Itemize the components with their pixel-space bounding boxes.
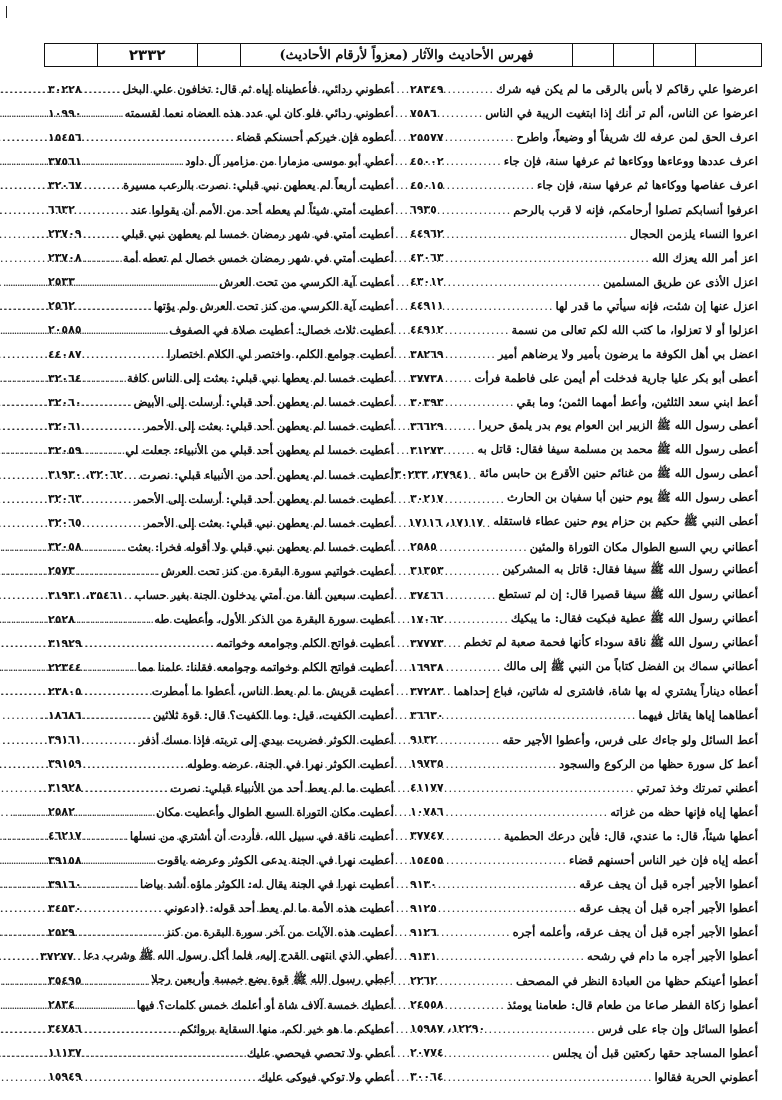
- hadith-number: ٣٧٧٣٨: [410, 371, 444, 385]
- dot-leader: [446, 684, 452, 698]
- entry-text: أعطيت خمسا لم يعطهن أحد من الأنبياء قبلي: نصرت: [139, 467, 394, 482]
- index-entry: [410, 246, 758, 270]
- hadith-number: ٢٠٥٨٥: [48, 323, 82, 337]
- hadith-number: ١٦٩٣٨: [410, 660, 444, 674]
- entry-text: أعطيت خمسا لم يعطهن أحد قبلي: بعثت إلى الأحمر: [144, 419, 394, 434]
- hadith-number: ٣٧٧٤٧: [410, 829, 444, 843]
- index-entry: [410, 270, 758, 294]
- hadith-number: ٣٧٥٦١: [48, 154, 82, 168]
- entry-text: أعطيت خمسا لم يعطهن أحد قبلي: أرسلت إلى الأحمر: [134, 491, 394, 506]
- dot-leader: [446, 275, 602, 289]
- dot-leader: [446, 178, 535, 192]
- header-cell: [572, 44, 614, 66]
- entry-text: أعطي ولا توكي فيوكى عليك: [258, 1069, 394, 1084]
- entry-text: أعطيت خواتيم سورة البقرة من كنز تحت العرش: [160, 563, 394, 578]
- dot-leader: [446, 757, 558, 771]
- dot-leader: [439, 974, 514, 988]
- hadith-number: ٣٩١٥٨: [48, 853, 82, 867]
- index-entry: [410, 222, 758, 246]
- hadith-number: ٤٦٢١٧: [48, 829, 82, 843]
- entry-text: اعروا النساء يلزمن الحجال: [629, 226, 758, 241]
- index-entry: [410, 944, 758, 968]
- header-title: فهرس الأحاديث والآثار (معزواً لأرقام الأحاديث): [240, 44, 571, 66]
- entry-text: أعطى أبو بكر عليا جارية فدخلت أم أيمن على فاطمة فرأت: [474, 371, 758, 386]
- header-cell: [45, 44, 97, 66]
- hadith-number: ٩١٣٠: [410, 877, 437, 891]
- dot-leader: [446, 419, 477, 433]
- index-entry: [410, 968, 758, 992]
- dot-leader: [446, 347, 496, 361]
- index-entry: [410, 1017, 758, 1041]
- dot-leader: [446, 636, 462, 650]
- dot-leader: [446, 371, 473, 385]
- hadith-number: ٣٠٢٢٨: [48, 82, 82, 96]
- entry-text: أعطى رسول الله ﷺ يوم حنين أبا سفيان بن الحارث: [507, 490, 758, 505]
- hadith-number: ٢٨٣٤٩: [410, 82, 444, 96]
- hadith-number: ١٠٧٨٦: [410, 805, 444, 819]
- entry-text: اعزل عنها إن شئت، فإنه سيأتي ما قدر لها: [555, 298, 758, 313]
- entry-text: أعطيت الكوثر نهرا في الجنة، عرضه وطوله: [187, 756, 394, 771]
- hadith-number: ٣٧٧٧٣: [410, 636, 444, 650]
- index-columns: [40, 77, 760, 1089]
- entry-text: أعطيت أمتي شيئاً لم يعطه أحد من الأمم أن يقولوا عند: [131, 202, 394, 217]
- hadith-number: ٢٥٨٥: [410, 540, 437, 554]
- entry-text: أعطوا زكاة الفطر صاعا من طعام قال: طعامنا يومئذ: [506, 997, 758, 1012]
- entry-text: أعطيت ما لم يعط أحد من الأنبياء قبلي: نصرت: [170, 780, 394, 795]
- dot-leader: [439, 901, 577, 915]
- right-column: [394, 77, 760, 1089]
- hadith-number: ٤٤٠٨٧: [48, 347, 82, 361]
- entry-text: أعطيت خمسا لم يعطها نبي قبلي: بعثت إلى الناس كافة: [127, 371, 394, 386]
- entry-text: أعطاني رسول الله ﷺ عطية فبكيت فقال: ما يبكيك: [510, 610, 758, 625]
- hadith-number: ٣٤٧٨٦: [48, 1022, 82, 1036]
- hadith-number: ٣٠٢١٧: [410, 492, 444, 506]
- dot-leader: [446, 323, 510, 337]
- hadith-number: ٣٢٠٥٩: [48, 443, 82, 457]
- entry-text: أعطوا الأجير أجره قبل أن يجف عرقه، وأعلمه أجره: [512, 925, 758, 940]
- entry-text: أعطيت خمسا لم يعطهن نبي قبلي: بعثت إلى الأحمر: [144, 515, 394, 530]
- hadith-number: ٣٢٠٦٥: [48, 516, 82, 530]
- index-entry: [410, 776, 758, 800]
- hadith-number: ٣٢٠٦٧: [48, 178, 82, 192]
- index-entry: [410, 77, 758, 101]
- entry-text: أعطيت نهرا في الجنة يدعى الكوثر وعرضه ياقوت: [156, 853, 394, 868]
- dot-leader: [439, 877, 577, 891]
- hadith-number: ٣٤٥٣٠: [48, 901, 82, 915]
- entry-text: أعطيت أمتي في شهر رمضان خمسا لم يعطهن نبي قبلي: [121, 226, 394, 241]
- entry-text: أعطيكم ما هو خير لكم، منها السقاية بروائكم: [179, 1021, 394, 1036]
- hadith-number: ١٧٠٦٢: [410, 612, 444, 626]
- hadith-number: ٣٧٢٨٣: [410, 684, 444, 698]
- hadith-number: ٢٨٣٤: [48, 998, 75, 1012]
- hadith-number: ٣٦٦٢٩: [410, 419, 444, 433]
- dot-leader: [446, 853, 567, 867]
- hadith-number: ٩١٢٥: [410, 901, 437, 915]
- entry-text: أعطيت هذه الأمة ما لم يعط أحد قوله: ﴿ادعوني: [164, 901, 394, 916]
- entry-text: أعطوا الأجير أجره قبل أن يجف عرقه: [579, 877, 758, 892]
- dot-leader: [471, 468, 477, 482]
- entry-text: أعط السائل ولو جاءك على فرس، وأعطوا الأجير حقه: [502, 732, 758, 747]
- entry-text: أعطوا المساجد حقها ركعتين قبل أن يجلس: [552, 1045, 758, 1060]
- entry-text: أعطاني ربي السبع الطوال مكان التوراة والمئين: [529, 539, 758, 554]
- dot-leader: [446, 564, 501, 578]
- hadith-number: ١٧١١٧، ١٧١١٦: [408, 516, 484, 530]
- header-cell: [613, 44, 653, 66]
- hadith-number: ١٥٤٥٥: [410, 853, 444, 867]
- page-header: [44, 43, 762, 67]
- hadith-number: ٣٩١٥٩: [48, 757, 82, 771]
- index-entry: [410, 318, 758, 342]
- hadith-number: ٤١١٧٧: [410, 781, 444, 795]
- hadith-number: ٩١٣١: [410, 949, 437, 963]
- entry-text: اعرفوا أنسابكم تصلوا أرحامكم، فإنه لا قرب بالرحم: [513, 202, 758, 217]
- entry-text: أعطي ولا تحصي فيحصي عليك: [246, 1045, 394, 1060]
- dot-leader: [446, 1070, 653, 1084]
- hadith-number: ٣٥٤٩٥: [48, 974, 82, 988]
- entry-text: أعطوا السائل وإن جاء على فرس: [597, 1021, 758, 1036]
- index-entry: [410, 294, 758, 318]
- dot-leader: [446, 299, 554, 313]
- dot-leader: [446, 708, 637, 722]
- hadith-number: ٤٣٠١٢: [410, 275, 444, 289]
- index-entry: [410, 920, 758, 944]
- entry-text: أعطيت خمسا لم يعطهن نبي قبلي ولا أقوله فخرا: بعثت: [127, 539, 394, 554]
- hadith-number: ٤٥٠١٥: [410, 178, 444, 192]
- dot-leader: [446, 998, 505, 1012]
- entry-text: أعطى رسول الله ﷺ من غنائم حنين الأقرع بن حابس مائة: [479, 466, 758, 481]
- dot-leader: [487, 1022, 595, 1036]
- index-entry: [410, 366, 758, 390]
- entry-text: أعطيت نهرا في الجنة يقال له: الكوثر ماؤه أشد بياضا: [139, 877, 394, 892]
- index-entry: [410, 655, 758, 679]
- entry-text: أعطيت فواتح الكلم وخواتمه وجوامعه فقلنا: علمنا مما: [137, 660, 394, 675]
- entry-text: أعطاهما إياها يقاتل فيهما: [638, 708, 758, 723]
- entry-text: أعطه إياه فإن خير الناس أحسنهم قضاء: [568, 853, 758, 868]
- dot-leader: [446, 154, 502, 168]
- hadith-number: ٢٣٨٠٥: [48, 684, 82, 698]
- index-entry: [410, 872, 758, 896]
- entry-text: أعطيت ناقة في سبيل الله، فأردت أن أشتري من نسلها: [129, 828, 394, 843]
- hadith-number: ٣٢٠٥٨: [48, 540, 82, 554]
- entry-text: أعطوا أعينكم حظها من العبادة النظر في المصحف: [516, 973, 758, 988]
- index-entry: [410, 173, 758, 197]
- entry-text: أعطيت آية الكرسي من تحت العرش: [219, 274, 394, 289]
- dot-leader: [446, 130, 515, 144]
- hadith-number: ٣٧٩٤١، ٣٠٢٣٣: [394, 468, 470, 482]
- dot-leader: [446, 781, 635, 795]
- entry-text: أعطاني رسول الله ﷺ ناقة سوداء كأنها فحمة صعبة لم تخطم: [463, 634, 758, 649]
- entry-text: أعطيت أمتي في شهر رمضان خمس خصال لم تعطه أمة: [122, 250, 394, 265]
- entry-text: أعطوه فإن خيركم أحسنكم قضاء: [236, 130, 394, 145]
- header-cell: [197, 44, 241, 66]
- entry-text: أعطيك خمسة آلاف شاة أو أعلمك خمس كلمات؟ فيها: [136, 997, 394, 1012]
- index-entry: [410, 896, 758, 920]
- entry-text: أعط كل سورة حظها من الركوع والسجود: [559, 756, 758, 771]
- entry-text: أعطيت خمسا لم يعطهن أحد قبلي: أرسلت إلى الأبيض: [133, 395, 394, 410]
- entry-text: أعطيت قريش ما لم يعط الناس، أعطوا ما أمطرت: [151, 684, 394, 699]
- entry-text: أعطني تمرتك وخذ تمرتي: [636, 780, 758, 795]
- entry-text: اعرف عفاصها ووكاءها ثم عرفها سنة، فإن جاء: [537, 178, 758, 193]
- hadith-number: ٤٤٩١٢: [410, 323, 444, 337]
- index-entry: [410, 1065, 758, 1089]
- margin-mark: [6, 6, 7, 18]
- hadith-number: ٣١٩٢٩: [48, 636, 82, 650]
- hadith-number: ٣٢٠٦٠: [48, 395, 82, 409]
- dot-leader: [439, 949, 585, 963]
- entry-text: أعطاني سماك بن الفضل كتاباً من النبي ﷺ إلى مالك: [503, 658, 758, 673]
- index-entry: [410, 535, 758, 559]
- hadith-number: ٤٥٠٠٢: [410, 154, 444, 168]
- entry-text: اعرف الحق لمن عرفه لك شريفاً أو وضيعاً، واطرح: [516, 130, 758, 145]
- entry-text: أعطيت ثلاث خصال: أعطيت صلاة في الصفوف: [169, 322, 394, 337]
- entry-text: أعطاني رسول الله ﷺ سيفا قصيرا قال: إن لم تستطع: [498, 586, 758, 601]
- hadith-number: ٢٤٥٥٨: [410, 998, 444, 1012]
- entry-text: اعرضوا عن الناس، ألم تر أنك إذا ابتغيت الريبة في الناس: [485, 106, 758, 121]
- index-entry: [410, 703, 758, 727]
- entry-text: أعطيت الكفيت، قيل: وما الكفيت؟ قال: قوة ثلاثين: [152, 708, 394, 723]
- dot-leader: [446, 588, 497, 602]
- dot-leader: [446, 492, 505, 506]
- index-entry: [410, 414, 758, 438]
- hadith-number: ٣٩١٦٠: [48, 877, 82, 891]
- entry-text: أعطوني ردائي، فأعطيناه إياه ثم قال: تخافون علي البخل: [122, 82, 394, 97]
- entry-text: أعطها شيئاً، قال: ما عندي، قال: فأين درعك الحطمية: [503, 828, 758, 843]
- hadith-number: ٢٣٧٠٩: [48, 227, 82, 241]
- dot-leader: [446, 251, 650, 265]
- entry-text: اعزل الأذى عن طريق المسلمين: [603, 274, 758, 289]
- entry-text: أعطوني الحربة فقالوا: [654, 1069, 758, 1084]
- entry-text: اعزلوا أو لا تعزلوا، ما كتب الله لكم تعالى من نسمة: [511, 322, 758, 337]
- hadith-number: ٦٦٣٢: [48, 203, 75, 217]
- hadith-number: ٢٥٢٩: [48, 925, 75, 939]
- hadith-number: ٣١٣٥٣: [410, 564, 444, 578]
- index-entry: [410, 390, 758, 414]
- entry-text: أعطيت سبعين ألفا من أمتي يدخلون الجنة بغير حساب: [134, 588, 394, 603]
- hadith-number: ٢٢٦٢: [410, 974, 437, 988]
- dot-leader: [446, 82, 494, 96]
- header-cell: [653, 44, 695, 66]
- hadith-number: ٣١٩٢٨: [48, 781, 82, 795]
- hadith-number: ٢٥٦٢: [48, 299, 75, 313]
- hadith-number: ٣٦٦٣٠: [410, 708, 444, 722]
- entry-text: أعطيت آية الكرسي من كنز تحت العرش ولم يؤتها: [153, 298, 394, 313]
- hadith-number: ٣٠٠٦٤: [410, 1070, 444, 1084]
- index-entry: [410, 511, 758, 535]
- hadith-number: ٣٠٣٩٣: [410, 395, 444, 409]
- index-entry: [410, 197, 758, 221]
- hadith-number: ٢٥٨٢: [48, 805, 75, 819]
- hadith-number: ١٨٦٨٦: [48, 708, 82, 722]
- dot-leader: [446, 395, 515, 409]
- index-entry: [410, 848, 758, 872]
- hadith-number: ١٥٩٤٩: [48, 1070, 82, 1084]
- hadith-number: ٢٠٧٧٤: [410, 1046, 444, 1060]
- hadith-number: ٢٥٧٣: [48, 564, 75, 578]
- hadith-number: ٣٨٢٦٩: [410, 347, 444, 361]
- index-entry: [410, 679, 758, 703]
- entry-text: أعطاني رسول الله ﷺ سيفا فقال: قاتل به المشركين: [502, 562, 758, 577]
- entry-text: اعضل بي أهل الكوفة ما يرضون بأمير ولا يرضاهم أمير: [497, 347, 758, 362]
- entry-text: أعطى رسول الله ﷺ محمد بن مسلمة سيفا فقال: قاتل به: [477, 441, 758, 456]
- index-entry: [394, 463, 758, 487]
- index-entry: [410, 583, 758, 607]
- index-entry: [410, 607, 758, 631]
- hadith-number: ٤٤٩١١: [410, 299, 444, 313]
- hadith-number: ٤٤٩٦٢: [410, 227, 444, 241]
- hadith-number: ٢٢٣٤٤: [48, 660, 82, 674]
- hadith-number: ٣٢٠٦٤: [48, 371, 82, 385]
- entry-text: أعطوني ردائي فلو كان لي عدد هذه العضاه نعما لقسمته: [124, 106, 394, 121]
- index-entry: [410, 559, 758, 583]
- dot-leader: [446, 227, 628, 241]
- entry-text: أعطها إياه فإنها حظه من غزاته: [610, 804, 758, 819]
- index-entry: [410, 438, 758, 462]
- dot-leader: [439, 733, 500, 747]
- entry-text: اعرف عددها ووعاءها ووكاءها ثم عرفها سنة، فإن جاء: [503, 154, 758, 169]
- index-entry: [410, 752, 758, 776]
- hadith-number: ٣١٢٧٣: [410, 443, 444, 457]
- entry-text: أعطيت هذه الآيات من آخر سورة البقرة من كنز: [165, 925, 394, 940]
- hadith-number: ١١١٣٧: [48, 1046, 82, 1060]
- hadith-number: ١٠٩٩٠: [48, 106, 82, 120]
- hadith-number: ١٩٧٣٥: [410, 757, 444, 771]
- entry-text: أعطي رسول الله ﷺ قوة بضع خمسة وأربعين رجلا: [151, 972, 394, 987]
- hadith-number: ٧٥٨٦: [410, 106, 437, 120]
- entry-text: أعطوا الأجير أجره ما دام في رشحه: [587, 949, 758, 964]
- index-entry: [410, 824, 758, 848]
- index-entry: [410, 487, 758, 511]
- entry-text: أعطاه ديناراً يشتري له بها شاة، فاشترى له شاتين، فباع إحداهما: [453, 684, 758, 699]
- dot-leader: [446, 443, 476, 457]
- entry-text: أعطى النبي ﷺ حكيم بن حزام يوم حنين عطاء فاستقله: [493, 514, 758, 529]
- dot-leader: [439, 106, 483, 120]
- hadith-number: ٢٥٣٣: [48, 275, 75, 289]
- index-entry: [410, 101, 758, 125]
- hadith-number: ٣٢٠٦٣: [48, 492, 82, 506]
- entry-text: اعرضوا علي رقاكم لا بأس بالرقى ما لم يكن فيه شرك: [496, 82, 758, 97]
- entry-text: أعطيت سورة البقرة من الذكر الأول، وأعطيت طه: [154, 612, 394, 627]
- dot-leader: [446, 612, 509, 626]
- index-entry: [410, 342, 758, 366]
- index-entry: [410, 728, 758, 752]
- index-entry: [410, 149, 758, 173]
- index-entry: [410, 125, 758, 149]
- hadith-number: ١٢٢٩٠، ١٥٩٨٧: [410, 1022, 486, 1036]
- dot-leader: [446, 660, 502, 674]
- hadith-number: ٤٣٠٦٣: [410, 251, 444, 265]
- entry-text: أعطي الذي انتهى القدح إليه، فلما أكل رسول الله ﷺ وشرب دعا: [83, 947, 394, 962]
- entry-text: أعطى رسول الله ﷺ الزبير ابن العوام يوم بدر يلمق حريرا: [478, 417, 758, 432]
- hadith-number: ٩١٣٢: [410, 733, 437, 747]
- index-entry: [410, 993, 758, 1017]
- hadith-number: ٣٢٠٦١: [48, 419, 82, 433]
- entry-text: أعطيت الكوثر فضربت بيدي إلى تربته فإذا مسك أذفر: [138, 732, 394, 747]
- entry-text: أعط ابني سعد الثلثين، وأعط أمهما الثمن؛ وما بقي: [516, 395, 758, 410]
- hadith-number: ٢٥٢٨: [48, 612, 75, 626]
- hadith-number: ٣٥٤٦١، ٣١٩٣١: [48, 588, 124, 602]
- entry-text: أعطيت فواتح الكلم وجوامعه وخواتمه: [216, 636, 394, 651]
- hadith-number: ٢٣٧٠٨: [48, 251, 82, 265]
- entry-text: أعطيت خمسا لم يعطهن أحد قبلي من الأنبياء: جعلت لي: [125, 443, 394, 458]
- page-number: ٢٣٣٢: [97, 44, 197, 66]
- entry-text: أعطيت جوامع الكلم، واختصر لي الكلام اختصارا: [167, 347, 394, 362]
- dot-leader: [439, 540, 528, 554]
- hadith-number: ٢٥٥٧٧: [410, 130, 444, 144]
- entry-text: اعز أمر الله يعزك الله: [651, 250, 758, 265]
- header-cell: [695, 44, 761, 66]
- dot-leader: [446, 805, 609, 819]
- hadith-number: ٣٩١٦١: [48, 733, 82, 747]
- hadith-number: ٣٢٠٦٢، ٣١٩٣٠: [48, 468, 124, 482]
- dot-leader: [446, 829, 502, 843]
- index-entry: [410, 1041, 758, 1065]
- index-entry: [410, 631, 758, 655]
- dot-leader: [485, 516, 491, 530]
- dot-leader: [439, 925, 511, 939]
- hadith-number: ٩١٢٦: [410, 925, 437, 939]
- index-entry: [410, 800, 758, 824]
- hadith-number: ١٥٤٥٦: [48, 130, 82, 144]
- dot-leader: [439, 203, 511, 217]
- dot-leader: [446, 1046, 551, 1060]
- entry-text: أعطي أبو موسى مزمارا من مزامير آل داود: [185, 154, 394, 169]
- hadith-number: ٦٩٣٥: [410, 203, 437, 217]
- entry-text: أعطيت مكان التوراة السبع الطوال وأعطيت مكان: [155, 804, 394, 819]
- entry-text: أعطوا الأجير أجره قبل أن يجف عرقه: [579, 901, 758, 916]
- entry-text: أعطيت أربعاً لم يعطهن نبي قبلي: نصرت بالرعب مسيرة: [123, 178, 394, 193]
- hadith-number: ٣٧٤٦٦: [410, 588, 444, 602]
- hadith-number: ٣٧٢٧٧: [40, 949, 74, 963]
